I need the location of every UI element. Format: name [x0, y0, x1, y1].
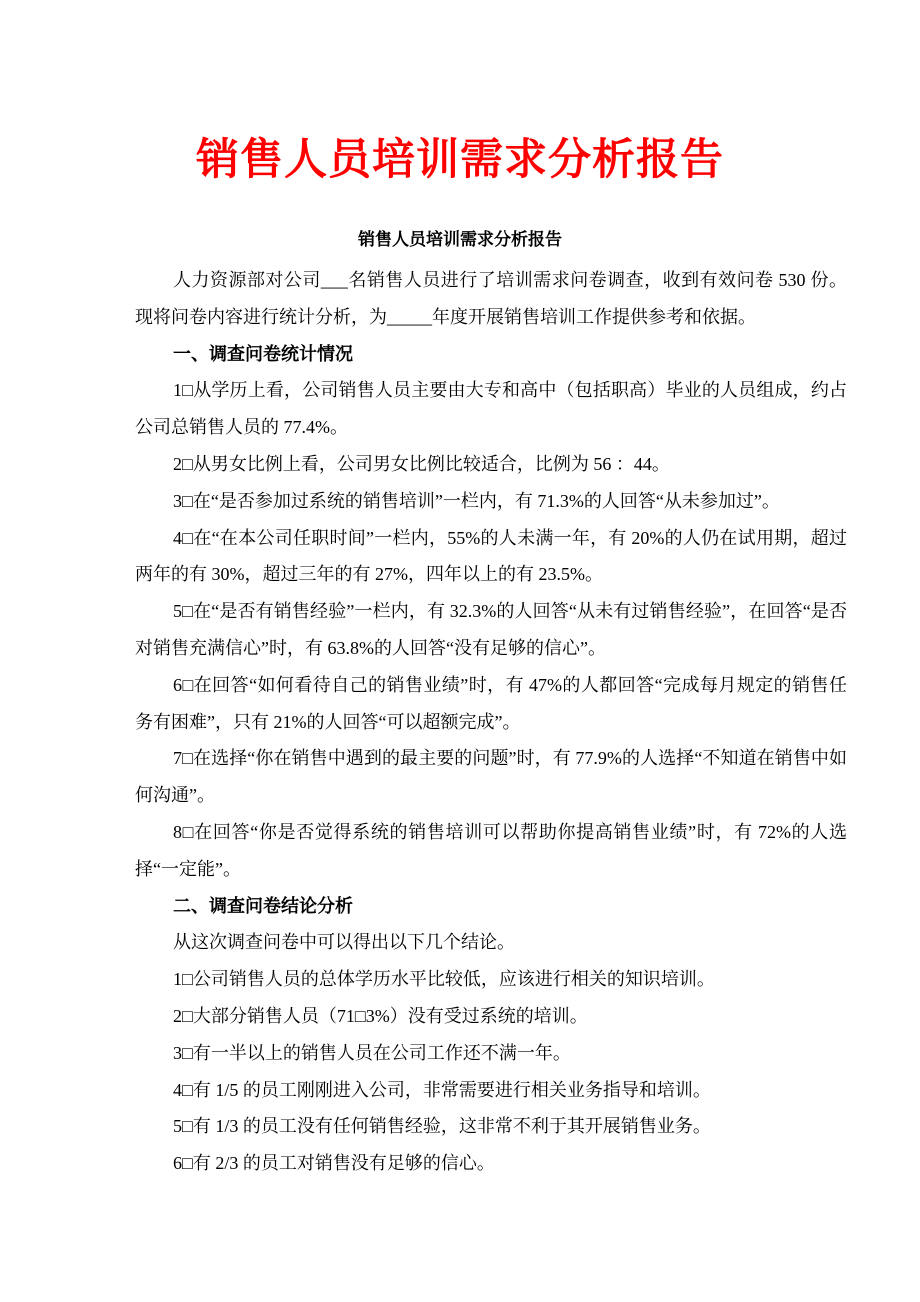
paragraph-intro: 人力资源部对公司___名销售人员进行了培训需求问卷调查，收到有效问卷 530 份。现将问卷内容进行统计分析，为_____年度开展销售培训工作提供参考和依据。 [135, 270, 847, 327]
stat-item-2: 2□从男女比例上看，公司男女比例比较适合，比例为 56 ：44。 [173, 453, 670, 474]
conclusion-item-4: 4□有 1/5 的员工刚刚进入公司，非常需要进行相关业务指导和培训。 [173, 1079, 711, 1100]
conclusion-item-6: 6□有 2/3 的员工对销售没有足够的信心。 [173, 1153, 495, 1174]
conclusion-intro: 从这次调查问卷中可以得出以下几个结论。 [173, 932, 515, 953]
conclusion-item-5: 5□有 1/3 的员工没有任何销售经验，这非常不利于其开展销售业务。 [173, 1116, 711, 1137]
conclusion-item-2: 2□大部分销售人员（71□3%）没有受过系统的培训。 [173, 1005, 588, 1026]
stat-item-6: 6□在回答“如何看待自己的销售业绩”时，有 47%的人都回答“完成每月规定的销售任务有困难”，只有 21%的人回答“可以超额完成”。 [135, 674, 847, 732]
document-subtitle: 销售人员培训需求分析报告 [358, 230, 562, 249]
section-heading-2: 二、调查问卷结论分析 [173, 895, 353, 916]
conclusion-item-1: 1□公司销售人员的总体学历水平比较低，应该进行相关的知识培训。 [173, 969, 715, 990]
document-title: 销售人员培训需求分析报告 [196, 137, 724, 184]
stat-item-8: 8□在回答“你是否觉得系统的销售培训可以帮助你提高销售业绩”时，有 72%的人选择“一定能”。 [135, 821, 847, 879]
stat-item-1: 1□从学历上看，公司销售人员主要由大专和高中（包括职高）毕业的人员组成，约占公司总销售人员的 77.4%。 [135, 380, 847, 438]
document-body [135, 262, 847, 1182]
stat-item-7: 7□在选择“你在销售中遇到的最主要的问题”时，有 77.9%的人选择“不知道在销售中如何沟通”。 [135, 748, 847, 806]
section-heading-1: 一、调查问卷统计情况 [173, 343, 353, 364]
stat-item-4: 4□在“在本公司任职时间”一栏内，55%的人未满一年，有 20%的人仍在试用期，超过两年的有 30%，超过三年的有 27%，四年以上的有 23.5%。 [135, 527, 847, 585]
conclusion-item-3: 3□有一半以上的销售人员在公司工作还不满一年。 [173, 1042, 571, 1063]
stat-item-5: 5□在“是否有销售经验”一栏内，有 32.3%的人回答“从未有过销售经验”，在回答“是否对销售充满信心”时，有 63.8%的人回答“没有足够的信心”。 [135, 601, 847, 658]
stat-item-3: 3□在“是否参加过系统的销售培训”一栏内，有 71.3%的人回答“从未参加过”。 [173, 490, 780, 511]
